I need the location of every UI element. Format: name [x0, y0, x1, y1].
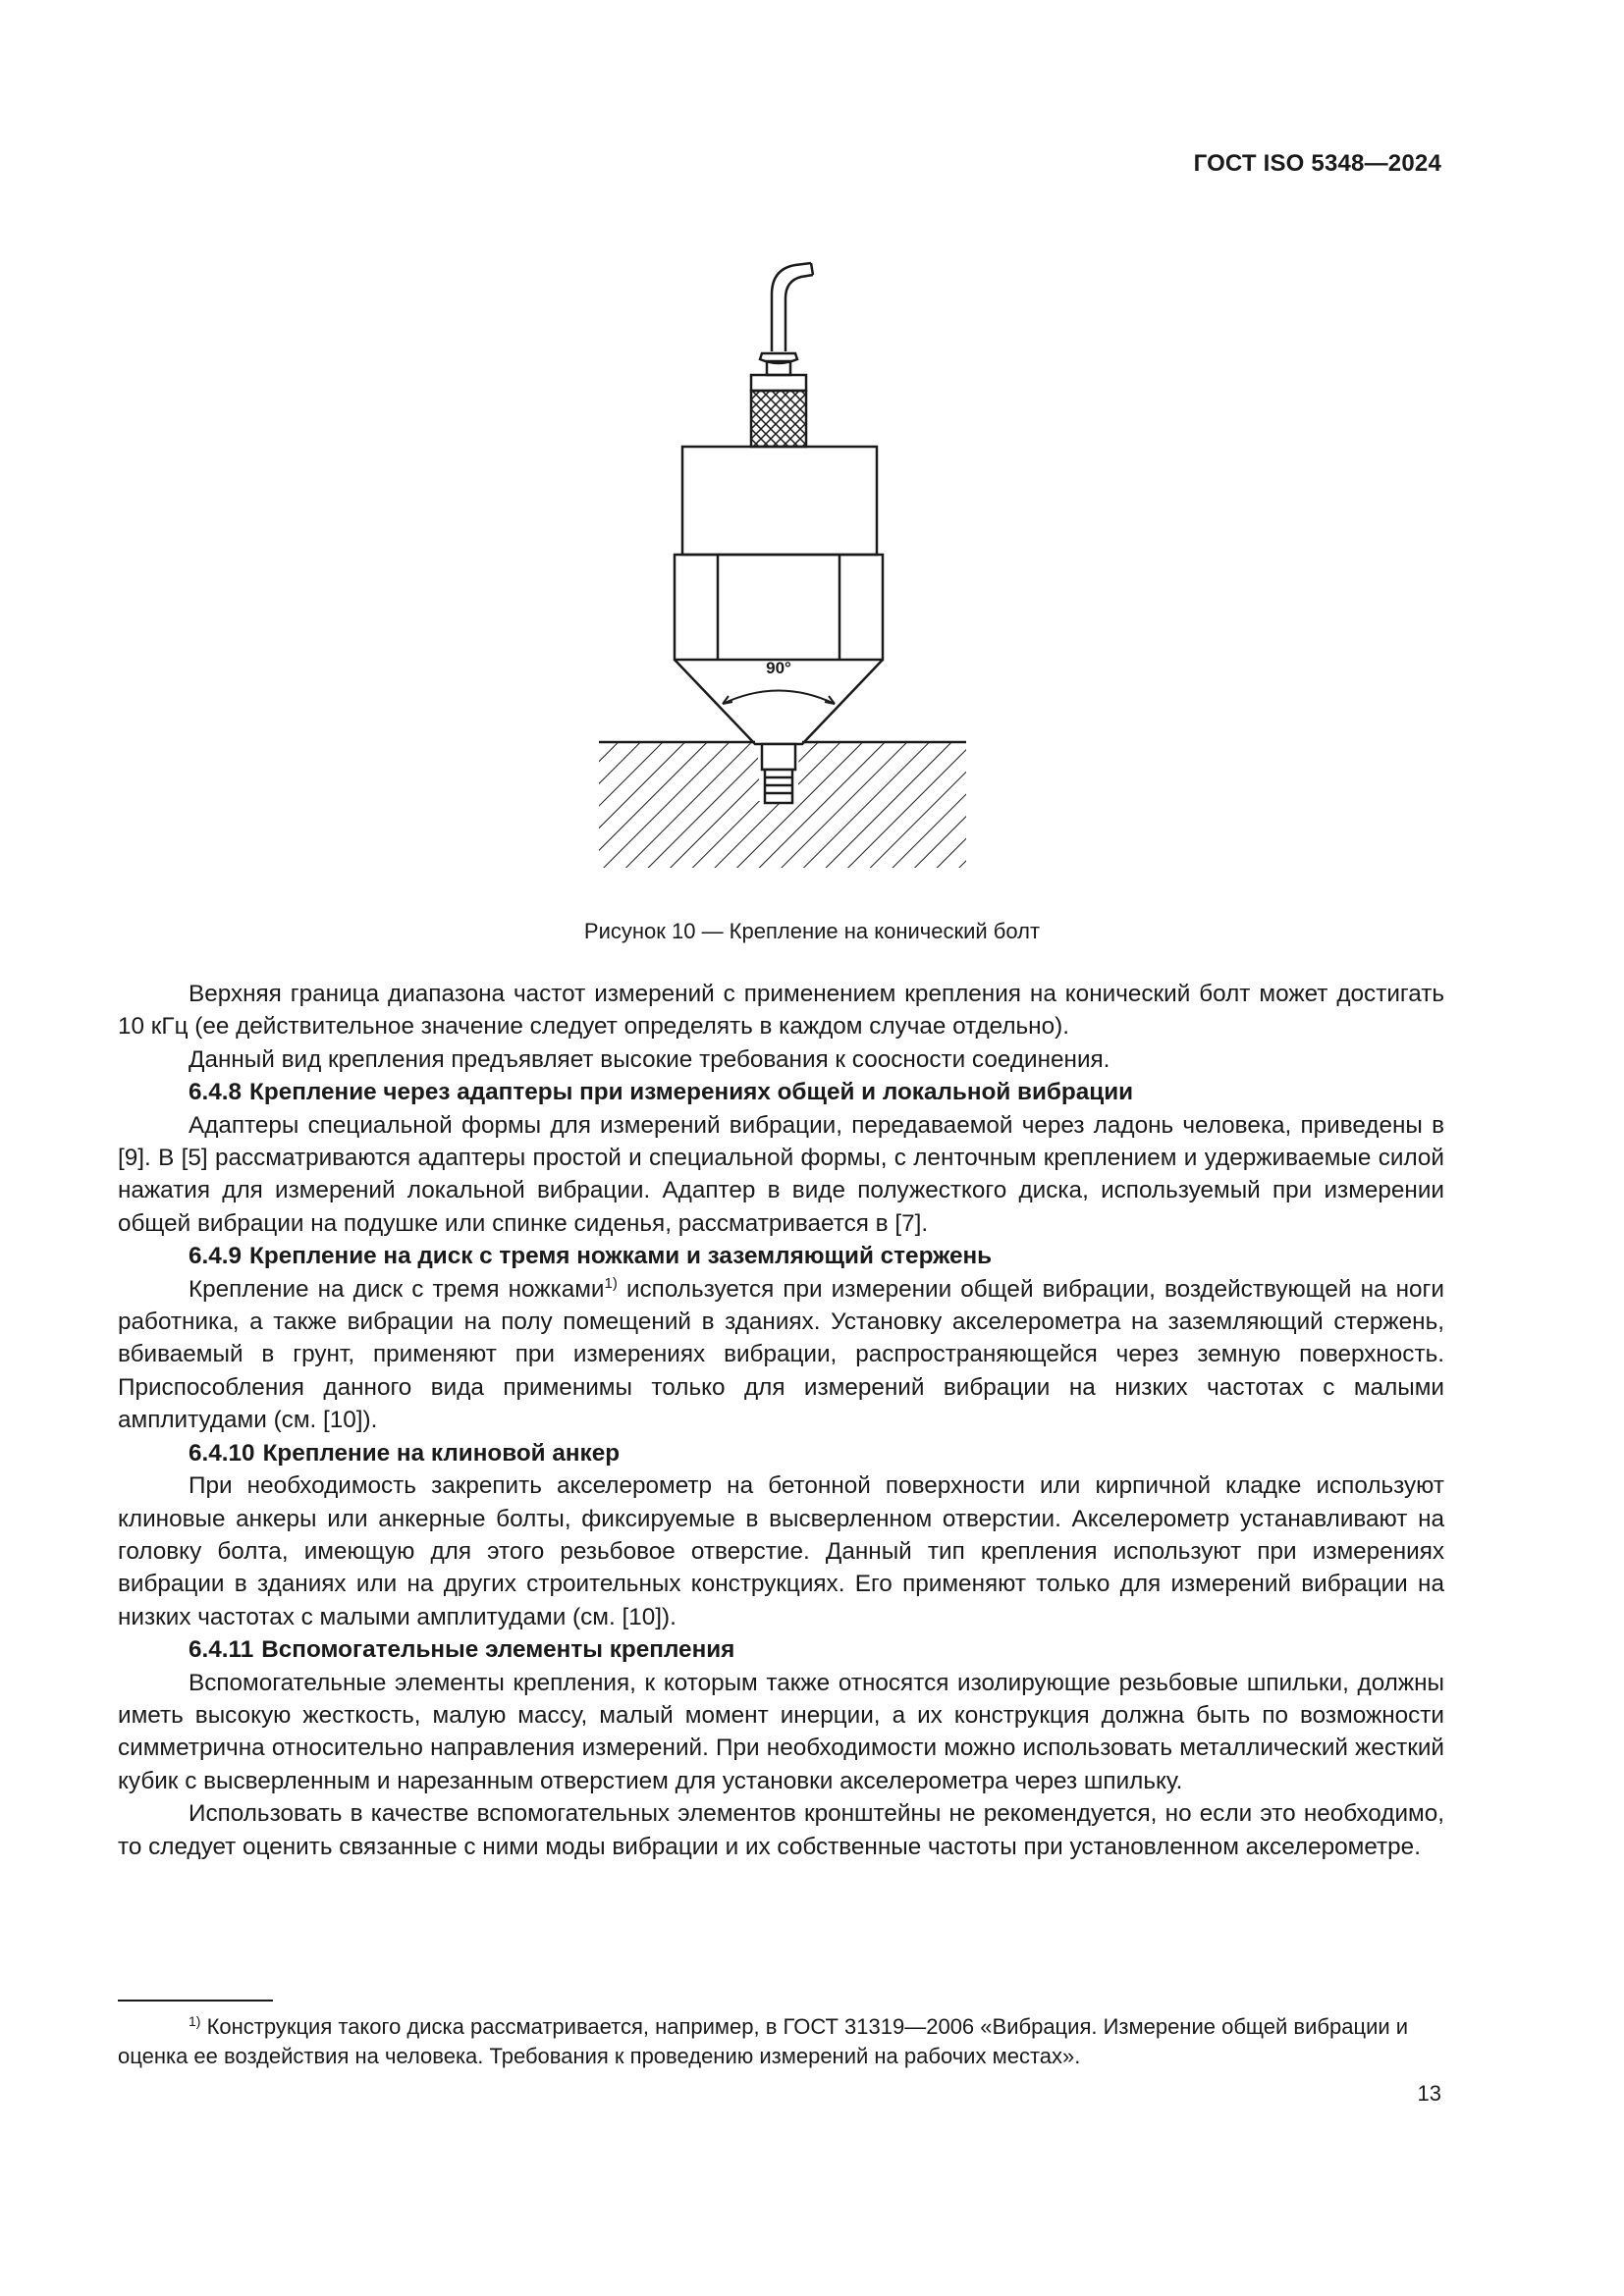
angle-indicator [723, 691, 835, 705]
section-number: 6.4.10 [189, 1439, 255, 1467]
main-text [118, 978, 1444, 1863]
section-number: 6.4.9 [189, 1243, 243, 1270]
section-number: 6.4.11 [189, 1636, 254, 1664]
paragraph [118, 1273, 1444, 1437]
document-header: ГОСТ ISO 5348—2024 [1193, 150, 1441, 177]
section-heading-6-4-8 [118, 1076, 1444, 1108]
connector [751, 375, 806, 391]
hex-base [675, 555, 883, 660]
footnote [118, 2012, 1444, 2071]
section-title: Крепление на клиновой анкер [262, 1439, 621, 1467]
accelerometer-drawing [569, 257, 1001, 874]
paragraph: Вспомогательные элементы крепления, к которым также относятся изолирующие резьбовые шпильки, должны иметь высокую жесткость, малую массу, малый момент инерции, а их конструкция должна быть по возможности симметрична относительно направления измерений. При необходимости можно использовать металлический жесткий кубик с высверленным и нарезанным отверстием для установки акселерометра через шпильку. [118, 1669, 1444, 1794]
section-number: 6.4.8 [189, 1079, 243, 1106]
section-title: Крепление на диск с тремя ножками и заземляющий стержень [249, 1243, 993, 1270]
paragraph: Данный вид крепления предъявляет высокие требования к соосности соединения. [189, 1045, 1110, 1073]
paragraph-text: Крепление на диск с тремя ножками [189, 1275, 605, 1303]
figure-caption: Рисунок 10 — Крепление на конический болт [583, 919, 1041, 943]
footnote-reference: 1) [604, 1274, 618, 1292]
footnote-marker: 1) [189, 2013, 201, 2029]
section-heading-6-4-10 [118, 1437, 1444, 1469]
paragraph: Использовать в качестве вспомогательных элементов кронштейны не рекомендуется, но если это необходимо, то следует оценить связанные с ними моды вибрации и их собственные частоты при установленном акселерометре. [118, 1800, 1444, 1860]
footnote-text: Конструкция такого диска рассматривается, например, в ГОСТ 31319—2006 «Вибрация. Измерение общей вибрации и оценка ее воздействия на человека. Требования к проведению измерений на рабочих местах». [118, 2014, 1409, 2068]
figure-accelerometer-cone-bolt [569, 257, 1001, 874]
angle-label: 90° [766, 659, 791, 677]
paragraph: Верхняя граница диапазона частот измерений с применением крепления на конический болт может достигать 10 кГц (ее действительное значение следует определять в каждом случае отдельно). [118, 981, 1444, 1041]
section-heading-6-4-11 [118, 1633, 1444, 1666]
paragraph: Адаптеры специальной формы для измерений вибрации, передаваемой через ладонь человека, приведены в [9]. В [5] рассматриваются адаптеры простой и специальной формы, с ленточным креплением и удерживаемые силой нажатия для измерений локальной вибрации. Адаптер в виде полужесткого диска, используемый при измерении общей вибрации на подушке или спинке сиденья, рассматривается в [7]. [118, 1111, 1444, 1237]
page-number: 13 [1417, 2081, 1441, 2106]
knurled-nut [751, 391, 806, 447]
paragraph: При необходимость закрепить акселерометр на бетонной поверхности или кирпичной кладке используют клиновые анкеры или анкерные болты, фиксируемые в высверленном отверстии. Акселерометр устанавливают на головку болта, имеющую для этого резьбовое отверстие. Данный тип крепления используют при измерениях вибрации в зданиях или на других строительных конструкциях. Его применяют только для измерений вибрации на низких частотах с малыми амплитудами (см. [10]). [118, 1472, 1444, 1630]
section-title: Крепление через адаптеры при измерениях общей и локальной вибрации [249, 1079, 1134, 1106]
section-heading-6-4-9 [118, 1240, 1444, 1272]
sensor-body [682, 447, 877, 555]
cone-bolt [762, 744, 795, 803]
section-title: Вспомогательные элементы крепления [261, 1636, 735, 1664]
paragraph-text: используется при измерении общей вибрации, воздействующей на ноги работника, а также вибрации на полу помещений в зданиях. Установку акселерометра на заземляющий стержень, вбиваемый в грунт, применяют при измерениях вибрации, распространяющейся через земную поверхность. Приспособления данного вида применимы только для измерений вибрации на низких частотах с малыми амплитудами (см. [10]). [118, 1275, 1444, 1434]
footnote-divider [118, 2000, 273, 2002]
